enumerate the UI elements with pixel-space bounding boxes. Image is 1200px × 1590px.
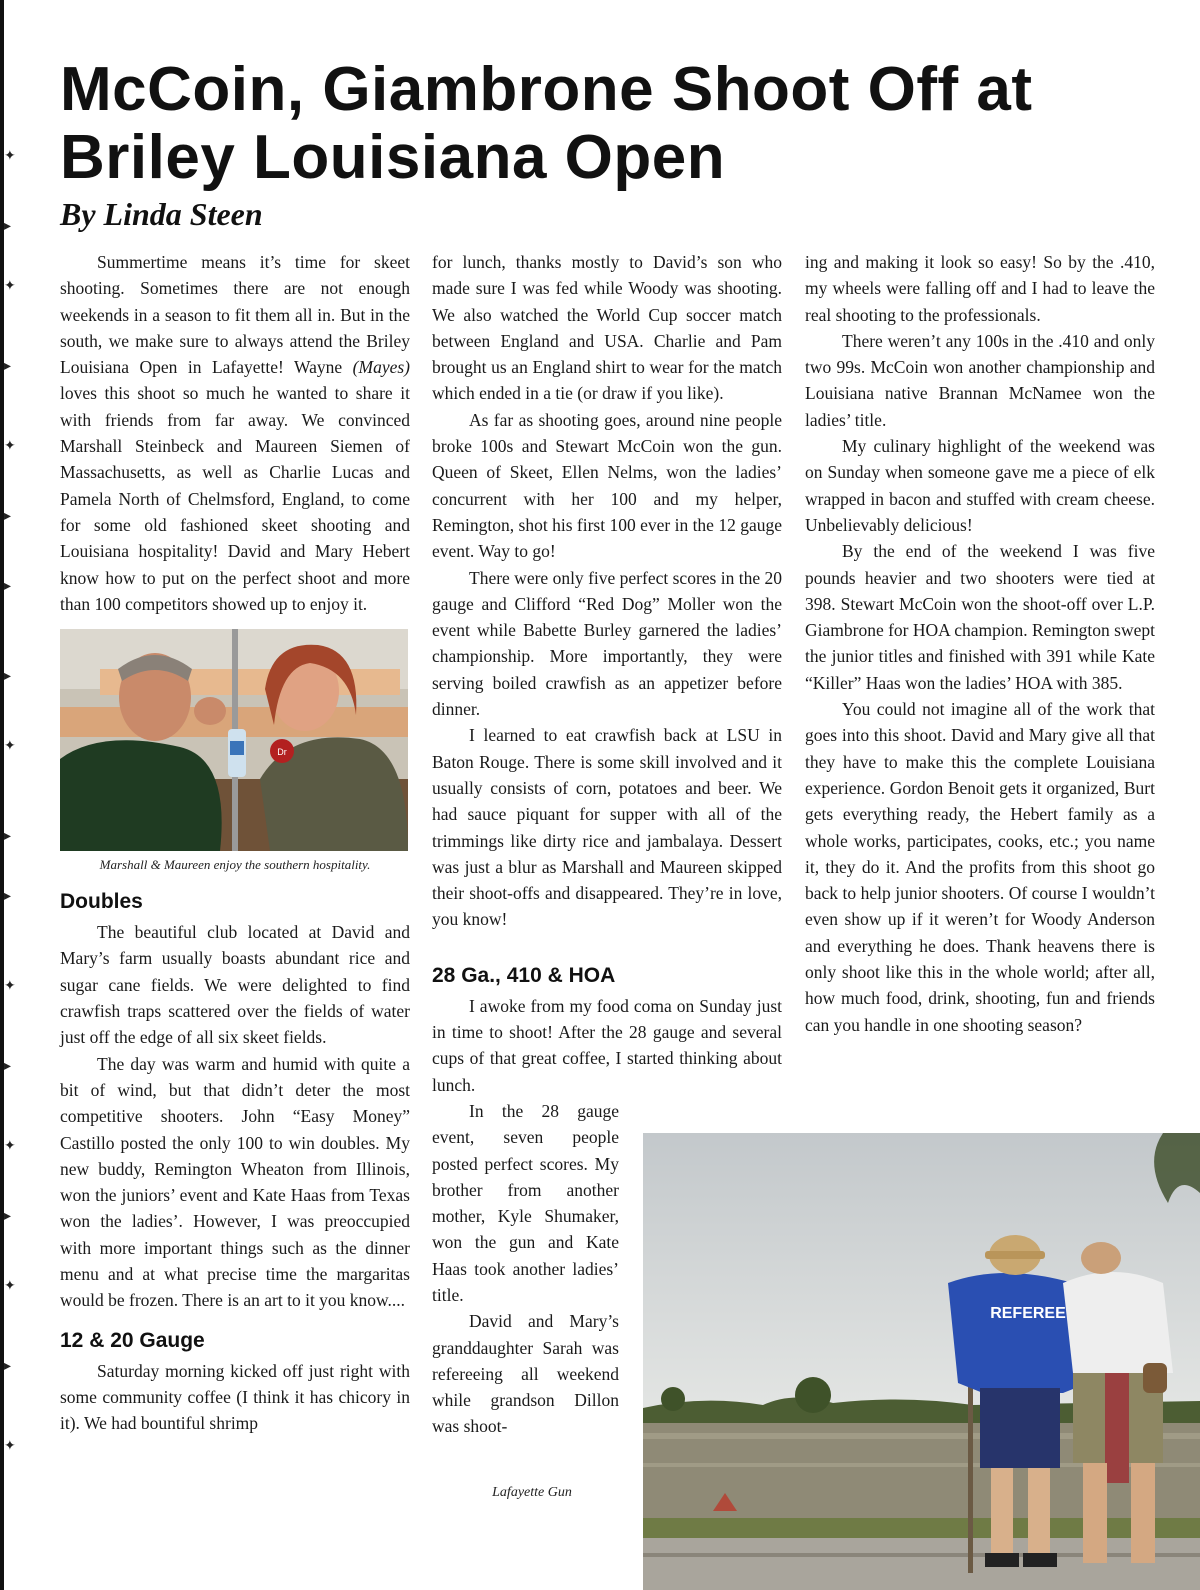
section-heading-gauge: 12 & 20 Gauge [60,1328,205,1352]
page-footer: Lafayette Gun [492,1485,572,1500]
paragraph: By the end of the weekend I was five pounds heavier and two shooters were tied at 398. Stewart McCoin won the shoot-off over L.P. Giambrone for HOA champion. Remington swept the junior titles and finished with 391 while Kate “Killer” Haas won the ladies’ HOA with 385. [805,541,1155,693]
section-heading-28ga: 28 Ga., 410 & HOA [432,963,616,987]
paragraph: The beautiful club located at David and Mary’s farm usually boasts abundant rice and sugar cane fields. We were delighted to find crawfish traps scattered over the fields of water just off the edge of all six skeet fields. [60,922,410,1048]
column-1 [60,249,410,1437]
section-heading-doubles: Doubles [60,890,143,914]
paragraph: The day was warm and humid with quite a bit of wind, but that didn’t deter the most competitive shooters. John “Easy Money” Castillo posted the only 100 to win doubles. My new buddy, Remington Wheaton from Illinois, won the juniors’ event and Kate Haas from Texas won the ladies’. However, I was preoccupied with more important things such as the dinner menu and at what precise time the margaritas would be frozen. There is an art to it you know.... [60,1053,410,1311]
narrow-wrap-block [432,1098,619,1440]
paragraph: I awoke from my food coma on Sunday just in time to shoot! After the 28 gauge and several cups of that great coffee, I started thinking about lunch. [432,995,782,1095]
margin-marks: ✦ ▸ ✦ ▸ ✦ ▸ ▸ ▸ ✦ ▸ ▸ ✦ ▸ ✦ ▸ ✦ ▸ ✦ [4,149,16,1454]
paragraph: As far as shooting goes, around nine people broke 100s and Stewart McCoin won the gun. Queen of Skeet, Ellen Nelms, won the ladies’ concurrent with her 100 and my helper, Remington, shot his first 100 ever in the 12 gauge event. Way to go! [432,409,782,562]
text-run: Summertime means it’s time for skeet shooting. Sometimes there are not enough weekends in a season to fit them all in. But in the south, we make sure to always attend the Briley Louisiana Open in Lafayette! Wayne [60,252,410,378]
paragraph: In the 28 gauge event, seven people posted perfect scores. My brother from another mother, Kyle Shumaker, won the gun and Kate Haas took another ladies’ title. [432,1100,619,1305]
paragraph: You could not imagine all of the work that goes into this shoot. David and Mary give all that they have to make this the complete Louisiana experience. Gordon Benoit gets it organized, Burt gets everything ready, the Hebert family as a whole works, participates, cooks, etc.; you name it, they do it. And the profits from this shoot go back to help junior shooters. Of course I wouldn’t even show up if it weren’t for Woody Anderson and everything he does. Thank heavens there is only shoot like this in the whole world; after all, how much food, drink, shooting, fun and friends can you handle in one shooting season? [805,699,1155,1035]
paragraph: Saturday morning kicked off just right with some community coffee (I think it has chicory in it). We had bountiful shrimp [60,1360,410,1434]
article-headline: McCoin, Giambrone Shoot Off at Briley Louisiana Open [60,55,1033,192]
bottle-label: Dr [277,747,287,758]
paragraph: My culinary highlight of the weekend was on Sunday when someone gave me a piece of elk wrapped in bacon and stuffed with cream cheese. Unbelievably delicious! [805,436,1155,535]
paragraph: David and Mary’s granddaughter Sarah was refereeing all weekend while grandson Dillon was shoot- [432,1311,619,1437]
photo-marshall-maureen [60,629,408,851]
text-run-italic: (Mayes) [352,357,410,378]
article-byline: By Linda Steen [60,196,263,232]
paragraph: I learned to eat crawfish back at LSU in Baton Rouge. There is some skill involved and it usually consists of corn, potatoes and beer. We had sauce piquant for supper with all of the trimmings like dirty rice and jambalaya. Dessert was just a blur as Marshall and Maureen skipped their shoot-offs and disappeared. They’re in love, you know! [432,725,782,930]
referee-shirt-text: REFEREE [990,1305,1066,1322]
paragraph: for lunch, thanks mostly to David’s son who made sure I was fed while Woody was shooting. We also watched the World Cup soccer match between England and USA. Charlie and Pam brought us an England shirt to wear for the match which ended in a tie (or draw if you like). [432,252,782,404]
column-3 [805,249,1155,1038]
text-run: loves this shoot so much he wanted to share it with friends from far away. We convinced Marshall Steinbeck and Maureen Siemen of Massachusetts, as well as Charlie Lucas and Pamela North of Chelmsford, England, to come for some old fashioned skeet shooting and Louisiana hospitality! David and Mary Hebert know how to put on the perfect shoot and more than 100 competitors showed up to enjoy it. [60,383,410,614]
paragraph: There were only five perfect scores in the 20 gauge and Clifford “Red Dog” Moller won the event while Babette Burley garnered the ladies’ championship. More importantly, they were serving boiled crawfish as an appetizer before dinner. [432,567,782,720]
paragraph: ing and making it look so easy! So by the .410, my wheels were falling off and I had to leave the real shooting to the professionals. [805,252,1155,325]
photo-referee-field [643,1133,1200,1590]
paragraph: There weren’t any 100s in the .410 and only two 99s. McCoin won another championship and Louisiana native Brannan McNamee won the ladies’ title. [805,330,1155,430]
photo-caption: Marshall & Maureen enjoy the southern hospitality. [99,857,371,873]
paragraph [60,249,410,617]
